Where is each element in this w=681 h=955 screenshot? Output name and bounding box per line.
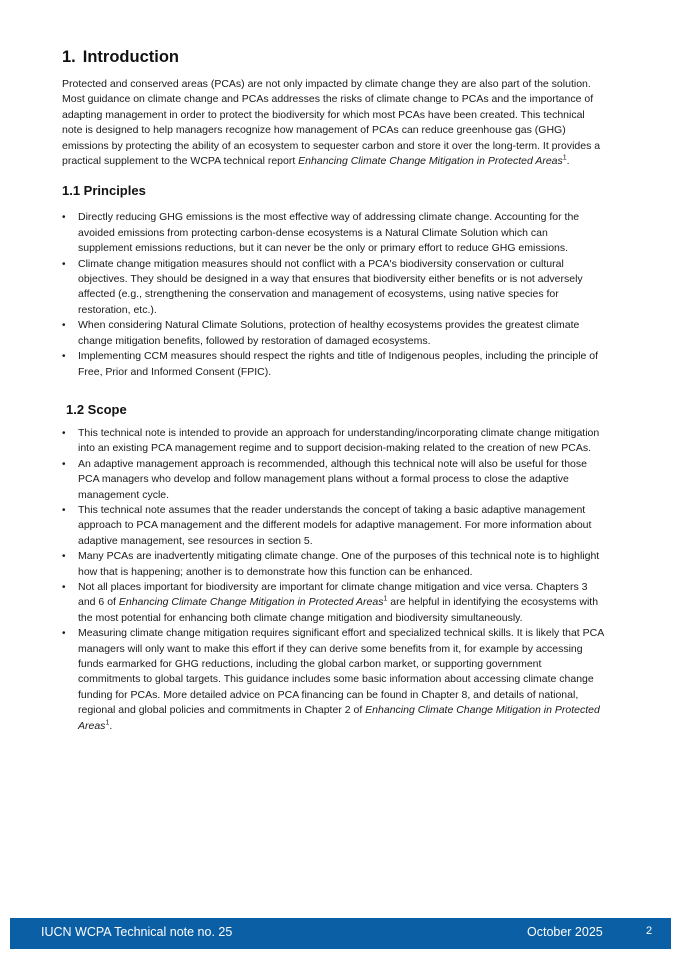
scope-item: • This technical note is intended to provide an approach for understanding/incorporating climate change mitigation into an existing PCA management regime and to support decision-making related to the creation of new PCAs. <box>62 426 604 457</box>
page-number: 2 <box>646 925 653 937</box>
scope-item-text: Not all places important for biodiversity are important for climate change mitigation and vice versa. Chapters 3 and 6 of <box>78 580 588 609</box>
section-number: 1. <box>62 48 76 66</box>
document-page <box>62 48 604 734</box>
principles-item: • Directly reducing GHG emissions is the most effective way of addressing climate change. Accounting for the avoided emissions from protecting carbon-dense ecosystems is a Natural Climate Solution which can supplement emissions reductions, but it can never be the only or primary effort to reduce GHG emissions. <box>62 210 604 256</box>
scope-item: • Many PCAs are inadvertently mitigating climate change. One of the purposes of this technical note is to highlight how that is happening; another is to demonstrate how this function can be enhanced. <box>62 549 604 580</box>
scope-item-text: . <box>109 719 113 732</box>
principles-list <box>62 210 604 379</box>
scope-item-text: Measuring climate change mitigation requires significant effort and specialized technical skills. It is likely that PCA managers will only want to make this effort if they can derive some benefits from it, for example by accessing funds earmarked for GHG reductions, including the global carbon market, or supporting government commitments to global targets. This guidance includes some basic information about accessing climate change funding for PCAs. More detailed advice on PCA financing can be found in Chapter 8, and details of national, regional and global policies and commitments in Chapter 2 of <box>78 627 604 717</box>
section-title: Introduction <box>82 48 179 66</box>
principles-item: • When considering Natural Climate Solutions, protection of healthy ecosystems provides the greatest climate change mitigation benefits, followed by restoration of damaged ecosystems. <box>62 318 604 349</box>
principles-item: • Implementing CCM measures should respect the rights and title of Indigenous peoples, including the principle of Free, Prior and Informed Consent (FPIC). <box>62 349 604 380</box>
footnote-ref: 1 <box>383 595 388 603</box>
footnote-ref: 1 <box>562 154 567 162</box>
report-title: Enhancing Climate Change Mitigation in Protected Areas <box>298 155 563 168</box>
scope-item-text: are helpful in identifying the ecosystems with the most potential for enhancing both climate change mitigation and biodiversity simultaneously. <box>78 596 599 624</box>
scope-item <box>62 580 604 626</box>
page-footer <box>10 918 671 949</box>
principles-item: • Climate change mitigation measures should not conflict with a PCA's biodiversity conservation or cultural objectives. They should be designed in a way that ensures that biodiversity either benefits or is not adversely affected (e.g., strengthening the conservation and management of ecosystems, using native species for restoration, etc.). <box>62 257 604 319</box>
footnote-ref: 1 <box>105 719 110 727</box>
scope-heading: 1.2 Scope <box>66 401 127 417</box>
intro-paragraph <box>62 77 604 169</box>
principles-heading: 1.1 Principles <box>62 183 146 199</box>
footer-date: October 2025 <box>527 925 603 939</box>
scope-item: • This technical note assumes that the reader understands the concept of taking a basic adaptive management approach to PCA management and the different models for adaptive management. For more information about adaptive management, see resources in section 5. <box>62 503 604 549</box>
section-heading-introduction <box>62 48 604 67</box>
scope-item: • An adaptive management approach is recommended, although this technical note will also be useful for those PCA managers who develop and follow management plans without a formal process to close the adaptive management cycle. <box>62 457 604 503</box>
intro-end: . <box>566 155 570 168</box>
report-title: Enhancing Climate Change Mitigation in Protected Areas <box>118 596 384 609</box>
scope-item <box>62 626 604 734</box>
report-title: Enhancing Climate Change Mitigation in Protected Areas <box>78 704 600 732</box>
footer-publication: IUCN WCPA Technical note no. 25 <box>41 925 233 939</box>
intro-text: Protected and conserved areas (PCAs) are not only impacted by climate change they are also part of the solution. Most guidance on climate change and PCAs addresses the risks of climate change to PCAs and the importance of adapting management in order to protect the biodiversity for which most PCAs have been created. This technical note is designed to help managers recognize how management of PCAs can reduce greenhouse gas (GHG) emissions by protecting the ability of an ecosystem to sequester carbon and store it over the long-term. It provides a practical supplement to the WCPA technical report <box>62 78 601 168</box>
scope-list <box>62 426 604 734</box>
